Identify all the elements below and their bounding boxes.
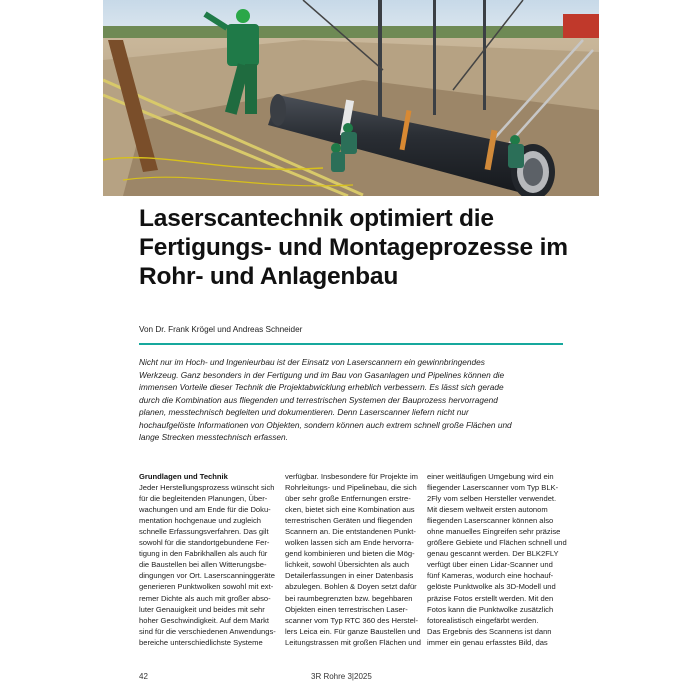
body-column-2 bbox=[285, 471, 419, 648]
body-line: fliegender Laserscanner vom Typ BLK- bbox=[427, 483, 559, 493]
body-line: generieren Punktwolken sowohl mit ext- bbox=[139, 582, 274, 592]
body-line: Detailerfassungen in einer Datenbasis bbox=[285, 571, 414, 581]
body-line: Jeder Herstellungsprozess wünscht sich bbox=[139, 483, 275, 493]
article-title bbox=[139, 204, 579, 291]
body-line: schnelle Erfassungsverfahren. Das gilt bbox=[139, 527, 269, 537]
accent-divider bbox=[139, 343, 563, 345]
body-line: Das Ergebnis des Scannens ist dann bbox=[427, 626, 552, 636]
body-line: 2Fly vom selben Hersteller verwendet. bbox=[427, 494, 557, 504]
body-line: abzulegen. Bohlen & Doyen setzt dafür bbox=[285, 582, 417, 592]
body-line: fliegenden Laserscanner können also bbox=[427, 516, 554, 526]
body-line: fotorealistisch eingefärbt werden. bbox=[427, 615, 539, 625]
body-column-3 bbox=[427, 471, 567, 648]
body-line: über sehr große Entfernungen erstre- bbox=[285, 494, 411, 504]
body-line: genau gescannt werden. Der BLK2FLY bbox=[427, 549, 559, 559]
body-line: wolken lassen sich am Ende hervorra- bbox=[285, 538, 414, 548]
lead-line: lange Strecken messtechnisch erfassen. bbox=[139, 432, 288, 442]
body-line: sind für die verschiedenen Anwendungs- bbox=[139, 626, 276, 636]
lead-line: planen, messtechnisch begleiten und dokumentieren. Denn Laserscanner liefern nicht nur bbox=[139, 407, 469, 417]
lead-line: Werkzeug. Ganz besonders in der Fertigung und im Bau von Gasanlagen und Pipelines können die bbox=[139, 369, 505, 380]
body-line: Rohrleitungs- und Pipelinebau, die sich bbox=[285, 483, 417, 493]
body-line: Leitungstrassen mit großen Flächen und bbox=[285, 637, 421, 647]
body-line: hoher Geschwindigkeit. Auf dem Markt bbox=[139, 615, 269, 625]
journal-issue: 3R Rohre 3|2025 bbox=[311, 672, 372, 681]
body-line: luter Genauigkeit und beides mit sehr bbox=[139, 604, 265, 614]
body-line: bereiche unterschiedlichste Systeme bbox=[139, 637, 263, 647]
section-heading: Grundlagen und Technik bbox=[139, 472, 228, 481]
body-line: größere Gebiete und Flächen schnell und bbox=[427, 538, 567, 548]
body-line: verfügt über einen Lidar-Scanner und bbox=[427, 560, 553, 570]
lead-line: Nicht nur im Hoch- und Ingenieurbau ist der Einsatz von Laserscannern ein gewinnbringendes bbox=[139, 357, 485, 367]
body-line: präzise Fotos erstellt werden. Mit den bbox=[427, 593, 554, 603]
body-line: sowohl für die standortgebundene Fer- bbox=[139, 538, 270, 548]
body-line: lers Leica ein. Für ganze Baustellen und bbox=[285, 626, 421, 636]
body-line: gelöste Punktwolke als 3D-Modell und bbox=[427, 582, 556, 592]
body-line: tigung in den Fabrikhallen als auch für bbox=[139, 549, 268, 559]
title-line: Fertigungs- und Montageprozesse im bbox=[139, 234, 568, 261]
body-line: Objekten einen terrestrischen Laser- bbox=[285, 604, 408, 614]
body-line: lichkeit, sowohl Übersichten als auch bbox=[285, 560, 410, 570]
journal-page bbox=[103, 0, 599, 700]
body-line: einer weitläufigen Umgebung wird ein bbox=[427, 472, 554, 481]
lead-paragraph bbox=[139, 356, 567, 444]
body-line: Scannern an. Die entstandenen Punkt- bbox=[285, 527, 416, 537]
body-line: für die begleitenden Planungen, Über- bbox=[139, 494, 268, 504]
body-line: dingungen vor Ort. Laserscanninggeräte bbox=[139, 571, 275, 581]
title-line: Rohr- und Anlagenbau bbox=[139, 263, 399, 290]
body-line: immer ein genau erfasstes Bild, das bbox=[427, 637, 548, 647]
body-line: cken, bietet sich eine Kombination aus bbox=[285, 505, 415, 515]
body-line: mentation hochgenaue und zugleich bbox=[139, 516, 262, 526]
pipeline-construction-photo bbox=[103, 0, 599, 196]
lead-line: immensen Vorteile dieser Technik die Projektabwicklung erheblich verbessern. Es lässt sich gerade bbox=[139, 382, 504, 392]
body-line: terrestrischen Geräten und fliegenden bbox=[285, 516, 413, 526]
body-line: remer Dichte als auch mit großer abso- bbox=[139, 593, 271, 603]
body-line: fünf Kameras, wodurch eine hochauf- bbox=[427, 571, 554, 581]
lead-line: hochaufgelöste Informationen von Objekten, sondern können auch extrem schnell große Flächen und bbox=[139, 419, 512, 430]
body-line: die Baustellen bei allen Witterungsbe- bbox=[139, 560, 267, 570]
body-column-1 bbox=[139, 471, 276, 648]
body-line: wachungen und am Ende für die Doku- bbox=[139, 505, 271, 515]
lead-line: durch die Kombination aus fliegenden und terrestrischen Systemen der Bauprozess hervorragend bbox=[139, 394, 498, 405]
body-line: ohne manuelles Eingreifen sehr präzise bbox=[427, 527, 561, 537]
body-line: bei raumbegrenzten bzw. begehbaren bbox=[285, 593, 413, 603]
title-line: Laserscantechnik optimiert die bbox=[139, 205, 494, 232]
body-line: Fotos kann die Punktwolke zusätzlich bbox=[427, 604, 554, 614]
body-line: verfügbar. Insbesondere für Projekte im bbox=[285, 472, 418, 481]
page-number: 42 bbox=[139, 672, 148, 681]
body-line: gend kombinieren und bieten die Mög- bbox=[285, 549, 415, 559]
body-line: Mit diesem weltweit ersten autonom bbox=[427, 505, 548, 515]
body-line: scanner vom Typ RTC 360 des Herstel- bbox=[285, 615, 419, 625]
author-byline: Von Dr. Frank Krögel und Andreas Schneider bbox=[139, 325, 303, 334]
